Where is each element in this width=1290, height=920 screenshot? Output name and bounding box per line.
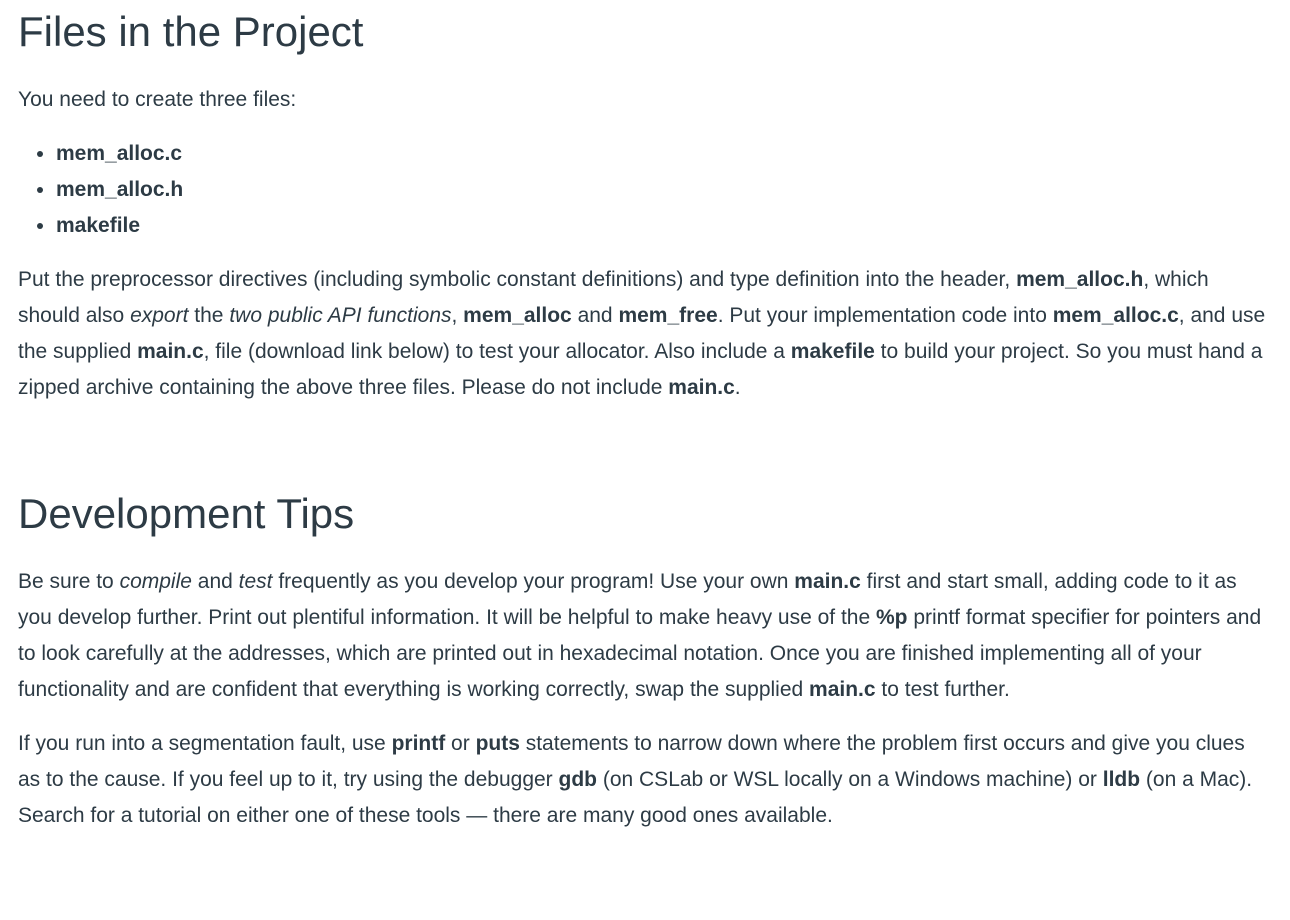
italic-term: export [130, 304, 189, 327]
italic-term: two public API functions [229, 304, 452, 327]
text-run: (on a Mac). Search for a tutorial on either one of these tools — there are many good ones available. [18, 768, 1253, 827]
bold-term: printf [391, 732, 446, 755]
bold-term: main.c [809, 678, 876, 701]
text-run: , file (download link below) to test your allocator. Also include a [203, 340, 791, 363]
italic-term: compile [119, 570, 192, 593]
bold-term: main.c [668, 376, 735, 399]
text-run: If you run into a segmentation fault, use [18, 732, 392, 755]
text-run: . Put your implementation code into [717, 304, 1053, 327]
bold-term: main.c [794, 570, 861, 593]
text-run: statements to narrow down where the problem first occurs and give you clues as to the cause. If you feel up to it, try using the debugger [18, 732, 1245, 791]
bold-term: makefile [790, 340, 875, 363]
text-run: first and start small, adding code to it as you develop further. Print out plentiful information. It will be helpful to make heavy use of the [18, 570, 1237, 629]
list-item: • makefile [56, 208, 1272, 244]
text-run: to build your project. So you must hand a zipped archive containing the above three files. Please do not include [18, 340, 1263, 399]
text-run: printf format specifier for pointers and to look carefully at the addresses, which are printed out in hexadecimal notation. Once you are finished implementing all of your functionality and are confident that everything is working correctly, swap the supplied [18, 606, 1262, 701]
bold-term: mem_alloc [463, 304, 572, 327]
text-run: and [191, 570, 239, 593]
file-list [18, 136, 1272, 244]
text-run: the [188, 304, 230, 327]
text-run: Be sure to [18, 570, 120, 593]
bold-term: mem_free [618, 304, 718, 327]
text-run: , and use the supplied [18, 304, 1266, 363]
bold-term: mem_alloc.c [1052, 304, 1179, 327]
bold-term: puts [475, 732, 520, 755]
text-run: frequently as you develop your program! Use your own [272, 570, 795, 593]
text-run: and [571, 304, 619, 327]
dev-tips-paragraph-2 [18, 726, 1272, 834]
intro-text: You need to create three files: [18, 88, 297, 111]
text-run: (on CSLab or WSL locally on a Windows machine) or [597, 768, 1103, 791]
text-run: . [734, 376, 741, 399]
bold-term: main.c [137, 340, 204, 363]
dev-tips-paragraph-1 [18, 564, 1272, 708]
bold-term: mem_alloc.h [1016, 268, 1144, 291]
files-paragraph [18, 262, 1272, 406]
bold-term: lldb [1102, 768, 1141, 791]
list-item: • mem_alloc.c [56, 136, 1272, 172]
text-run: Put the preprocessor directives (including symbolic constant definitions) and type definition into the header, [18, 268, 1017, 291]
bold-term: gdb [558, 768, 597, 791]
text-run: , [451, 304, 464, 327]
section-heading-dev-tips: Development Tips [18, 490, 355, 537]
section-heading-files: Files in the Project [18, 8, 364, 55]
text-run: or [445, 732, 476, 755]
italic-term: test [238, 570, 273, 593]
bold-term: %p [876, 606, 908, 629]
text-run: , which should also [18, 268, 1209, 327]
text-run: to test further. [875, 678, 1010, 701]
list-item: • mem_alloc.h [56, 172, 1272, 208]
